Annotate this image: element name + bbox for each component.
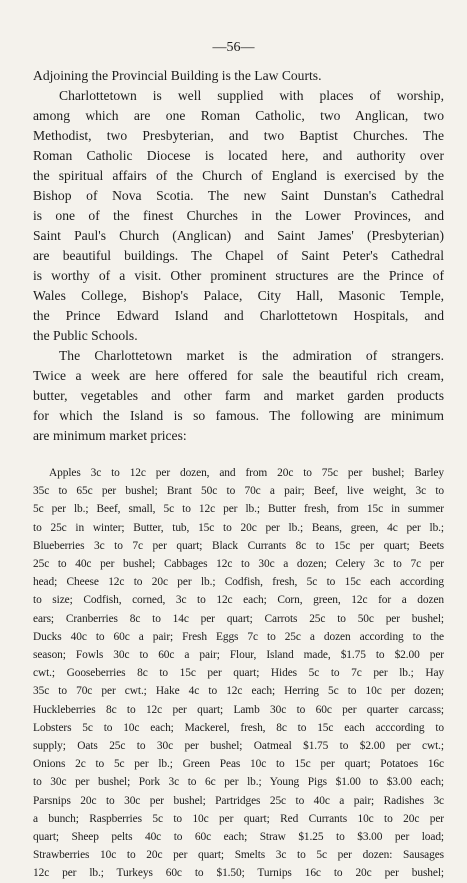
churches-line: Charlottetown is well supplied with places of worship, <box>59 88 444 103</box>
churches-line: the Public Schools. <box>33 328 138 343</box>
price-line: 25c to 40c per bushel; Cabbages 12c to 30c a dozen; Celery 3c to 7c per <box>33 558 444 571</box>
churches-line: Roman Catholic Diocese is located here, and authority over <box>33 148 444 163</box>
price-line: Strawberries 10c to 20c per quart; Smelts 3c to 5c per dozen: Sausages <box>33 849 444 862</box>
churches-line: is one of the finest Churches in the Lower Provinces, and <box>33 208 444 223</box>
churches-line: is worthy of a visit. Other prominent structures are the Prince of <box>33 268 444 283</box>
price-line: supply; Oats 25c to 30c per bushel; Oatmeal $1.75 to $2.00 per cwt.; <box>33 740 444 753</box>
price-line: Apples 3c to 12c per dozen, and from 20c to 75c per bushel; Barley <box>49 467 444 479</box>
market-line: butter, vegetables and other farm and market garden products <box>33 388 444 403</box>
market-price-list <box>33 464 444 883</box>
price-line: head; Cheese 12c to 20c per lb.; Codfish, fresh, 5c to 15c each according <box>33 576 444 589</box>
price-line: a bunch; Raspberries 5c to 10c per quart; Red Currants 10c to 20c per <box>33 812 444 825</box>
churches-line: Saint Paul's Church (Anglican) and Saint James' (Presbyterian) <box>33 228 444 243</box>
price-line: cwt.; Gooseberries 8c to 15c per quart; Hides 5c to 7c per lb.; Hay <box>33 667 444 680</box>
price-line: ears; Cranberries 8c to 14c per quart; Carrots 25c to 50c per bushel; <box>33 612 444 625</box>
market-line: are minimum market prices: <box>33 428 187 443</box>
price-line: to size; Codfish, corned, 3c to 12c each; Corn, green, 12c for a dozen <box>33 594 444 607</box>
price-line: to 25c in winter; Butter, tub, 15c to 20c per lb.; Beans, green, 4c per lb.; <box>33 521 444 534</box>
churches-line: are beautiful buildings. The Chapel of Saint Peter's Cathedral <box>33 248 444 263</box>
body-text <box>33 66 444 446</box>
churches-line: the Prince Edward Island and Charlottetown Hospitals, and <box>33 308 444 323</box>
churches-line: the spiritual affairs of the Church of England is exercised by the <box>33 168 444 183</box>
market-line: Twice a week are here offered for sale the beautiful rich cream, <box>33 368 444 383</box>
price-line: season; Fowls 30c to 60c a pair; Flour, Island made, $1.75 to $2.00 per <box>33 649 444 662</box>
churches-line: Wales College, Bishop's Palace, City Hall, Masonic Temple, <box>33 288 444 303</box>
price-line: to 30c per bushel; Pork 3c to 6c per lb.; Young Pigs $1.00 to $3.00 each; <box>33 776 444 789</box>
paragraph-law-courts: Adjoining the Provincial Building is the Law Courts. <box>33 68 322 83</box>
price-line: 35c to 65c per bushel; Brant 50c to 70c a pair; Beef, live weight, 3c to <box>33 485 444 498</box>
price-line: Blueberries 3c to 7c per quart; Black Currants 8c to 15c per quart; Beets <box>33 539 444 552</box>
price-line: Lobsters 5c to 10c each; Mackerel, fresh, 8c to 15c each acccording to <box>33 721 444 734</box>
price-line: Ducks 40c to 60c a pair; Fresh Eggs 7c to 25c a dozen according to the <box>33 630 444 643</box>
churches-line: Methodist, two Presbyterian, and two Baptist Churches. The <box>33 128 444 143</box>
churches-line: Bishop of Nova Scotia. The new Saint Dunstan's Cathedral <box>33 188 444 203</box>
price-line: Onions 2c to 5c per lb.; Green Peas 10c to 15c per quart; Potatoes 16c <box>33 758 444 771</box>
churches-line: among which are one Roman Catholic, two Anglican, two <box>33 108 444 123</box>
price-line: Parsnips 20c to 30c per bushel; Partridges 25c to 40c a pair; Radishes 3c <box>33 794 444 807</box>
page-number: —56— <box>212 40 255 55</box>
price-line: 35c to 70c per cwt.; Hake 4c to 12c each; Herring 5c to 10c per dozen; <box>33 685 444 698</box>
market-line: The Charlottetown market is the admiration of strangers. <box>59 348 444 363</box>
price-line: Huckleberries 8c to 12c per quart; Lamb 30c to 60c per quarter carcass; <box>33 703 444 716</box>
price-line: 5c per lb.; Beef, small, 5c to 12c per lb.; Butter fresh, from 15c in summer <box>33 503 444 516</box>
price-line: 12c per lb.; Turkeys 60c to $1.50; Turnips 16c to 20c per bushel; <box>33 867 444 880</box>
price-line: quart; Sheep pelts 40c to 60c each; Straw $1.25 to $3.00 per load; <box>33 831 444 844</box>
market-line: for which the Island is so famous. The following are minimum <box>33 408 444 423</box>
